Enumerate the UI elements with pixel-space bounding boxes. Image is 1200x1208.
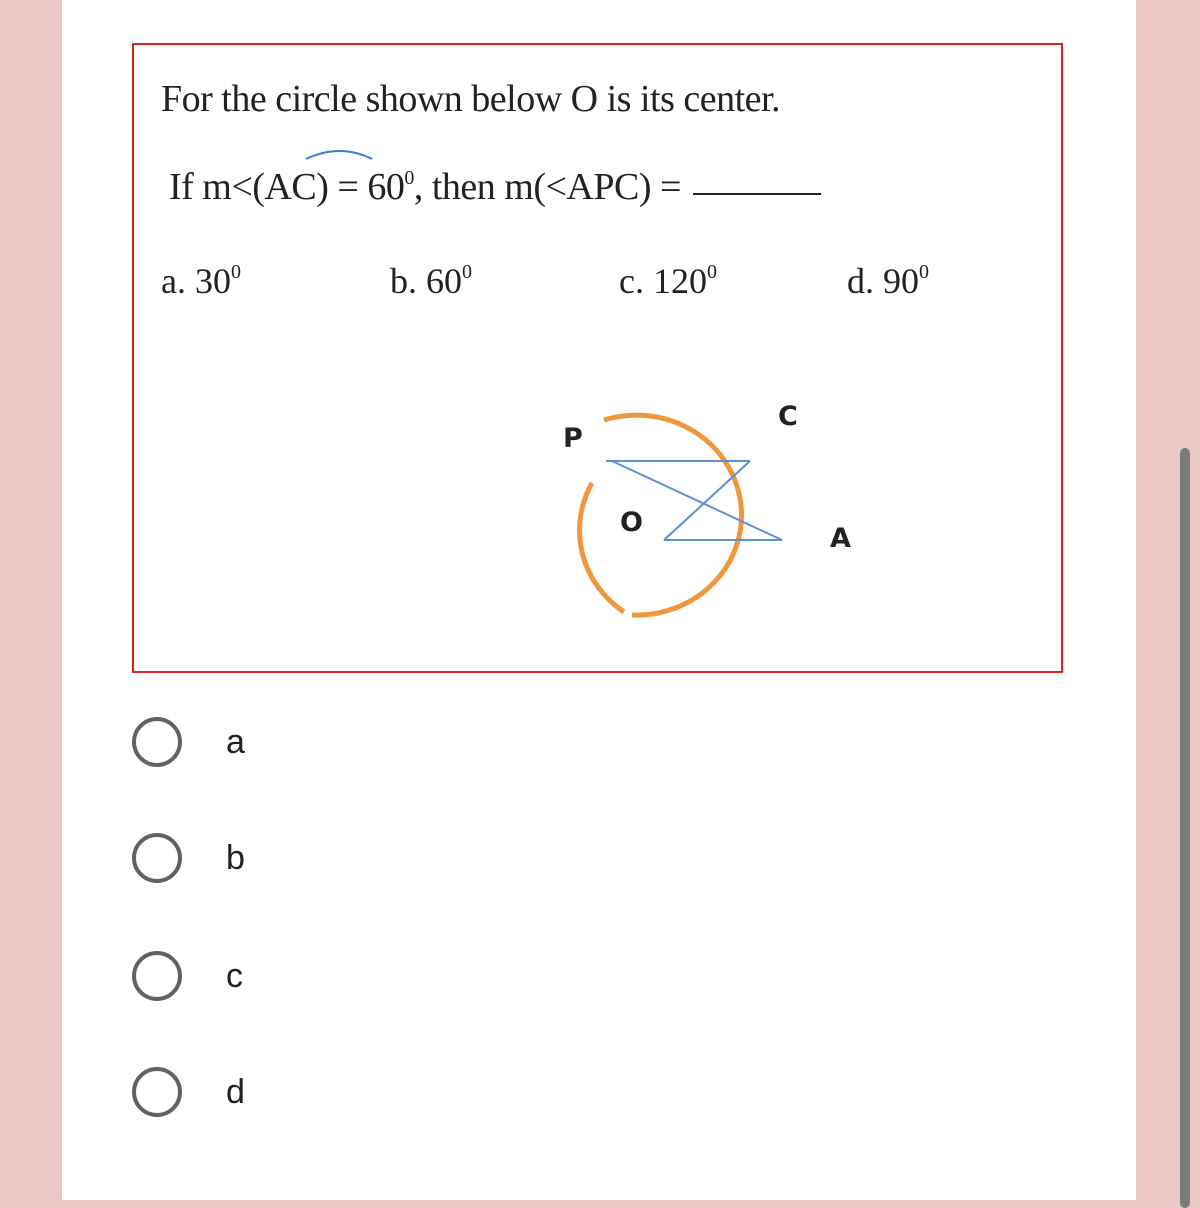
q2-prefix: If m<( bbox=[169, 166, 265, 208]
choice-c-label: c bbox=[226, 957, 243, 995]
option-b-text: b. $60^0$ bbox=[390, 261, 472, 301]
label-o: O bbox=[620, 507, 643, 538]
question-line-2 bbox=[169, 165, 821, 209]
radio-b[interactable] bbox=[132, 833, 182, 883]
choice-c[interactable] bbox=[130, 949, 430, 1009]
option-d-text: d. $90^0$ bbox=[847, 261, 929, 301]
radio-c[interactable] bbox=[132, 951, 182, 1001]
choice-a[interactable] bbox=[130, 715, 430, 775]
choice-d[interactable] bbox=[130, 1065, 430, 1125]
q2-question: , then m(<APC) = bbox=[413, 166, 681, 208]
circle-arc-left bbox=[580, 483, 624, 612]
choice-b[interactable] bbox=[130, 831, 430, 891]
radio-d[interactable] bbox=[132, 1067, 182, 1117]
q2-arc-name: AC bbox=[264, 166, 317, 208]
scrollbar[interactable] bbox=[1180, 448, 1190, 1208]
label-a: A bbox=[830, 523, 851, 554]
question-image bbox=[132, 43, 1063, 673]
answer-blank bbox=[693, 192, 821, 195]
radius-oc bbox=[664, 461, 750, 540]
choice-a-label: a bbox=[226, 723, 245, 761]
option-c-text: c. $120^0$ bbox=[619, 261, 717, 301]
label-p: P bbox=[563, 423, 583, 454]
q2-degree: 0 bbox=[404, 167, 414, 189]
option-a-text: a. $30^0$ bbox=[161, 261, 241, 301]
choice-d-label: d bbox=[226, 1073, 245, 1111]
radio-a[interactable] bbox=[132, 717, 182, 767]
choice-b-label: b bbox=[226, 839, 245, 877]
label-c: C bbox=[778, 405, 798, 432]
circle-diagram bbox=[534, 405, 874, 655]
question-line-1: For the circle shown below O is its center. bbox=[161, 78, 781, 120]
q2-value: ) = 60 bbox=[316, 166, 405, 208]
